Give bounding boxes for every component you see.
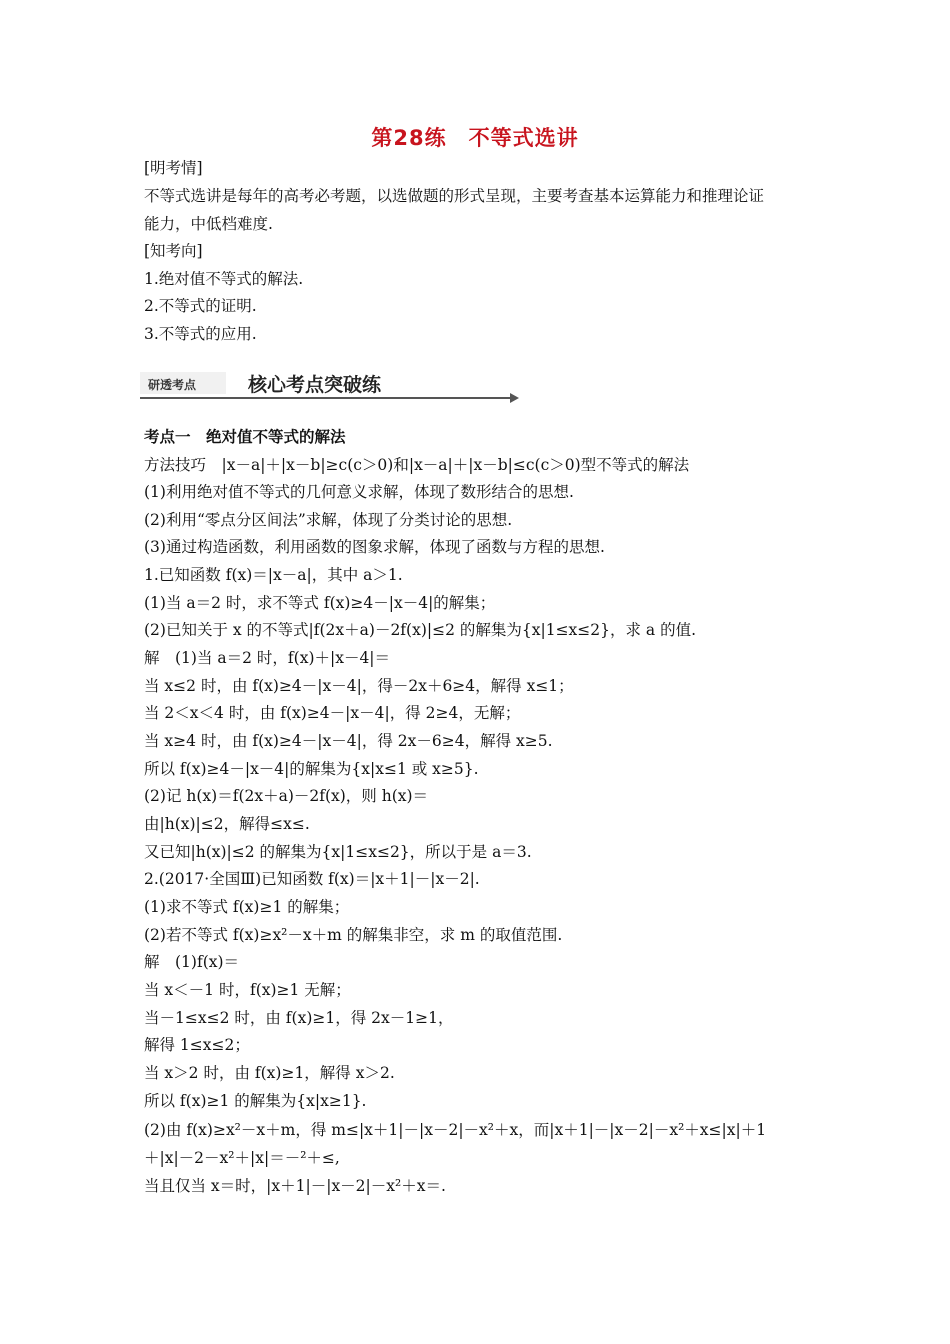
ming-label: [明考情] [144, 159, 203, 177]
page-title: 第28练 不等式选讲 [371, 126, 579, 150]
text-line: (1)利用绝对值不等式的几何意义求解，体现了数形结合的思想. [144, 483, 574, 501]
text-line: 当－1≤x≤2 时，由 f(x)≥1，得 2x－1≥1， [144, 1009, 454, 1027]
ming-text-1: 不等式选讲是每年的高考必考题，以选做题的形式呈现，主要考查基本运算能力和推理论证 [144, 187, 765, 205]
arrow-icon [510, 393, 519, 403]
zhi-item: 3.不等式的应用. [144, 325, 257, 343]
text-line: 又已知|h(x)|≤2 的解集为{x|1≤x≤2}，所以于是 a＝3. [144, 843, 532, 861]
ming-text-2: 能力，中低档难度. [144, 215, 273, 233]
text-line: (2)若不等式 f(x)≥x²－x＋m 的解集非空，求 m 的取值范围. [144, 926, 563, 944]
text-line: 所以 f(x)≥4－|x－4|的解集为{x|x≤1 或 x≥5}. [144, 760, 479, 778]
text-line: (1)求不等式 f(x)≥1 的解集； [144, 898, 350, 916]
text-line: 由|h(x)|≤2，解得≤x≤. [144, 815, 310, 833]
text-line: (3)通过构造函数，利用函数的图象求解，体现了函数与方程的思想. [144, 538, 605, 556]
text-line: 当 x≤2 时，由 f(x)≥4－|x－4|，得－2x＋6≥4，解得 x≤1； [144, 677, 574, 695]
text-line: (2)记 h(x)＝f(2x＋a)－2f(x)，则 h(x)＝ [144, 787, 429, 805]
section-heading: 考点一 绝对值不等式的解法 [144, 428, 346, 446]
text-line: 所以 f(x)≥1 的解集为{x|x≥1}. [144, 1092, 367, 1110]
text-line: (2)已知关于 x 的不等式|f(2x＋a)－2f(x)|≤2 的解集为{x|1≤x≤2}，求 a 的值. [144, 621, 697, 639]
banner-tag: 研透考点 [148, 378, 197, 392]
banner-rule [140, 397, 512, 399]
text-line: 当 2＜x＜4 时，由 f(x)≥4－|x－4|，得 2≥4，无解； [144, 704, 521, 722]
zhi-label: [知考向] [144, 242, 203, 260]
text-line: 当且仅当 x＝时，|x＋1|－|x－2|－x²＋x＝. [144, 1177, 446, 1195]
text-line: 当 x≥4 时，由 f(x)≥4－|x－4|，得 2x－6≥4，解得 x≥5. [144, 732, 553, 750]
text-line: 当 x＜－1 时，f(x)≥1 无解； [144, 981, 351, 999]
text-line: 1.已知函数 f(x)＝|x－a|，其中 a＞1. [144, 566, 403, 584]
banner-heading: 核心考点突破练 [248, 374, 382, 396]
text-line: 解 (1)当 a＝2 时，f(x)＋|x－4|＝ [144, 649, 391, 667]
text-line: (2)由 f(x)≥x²－x＋m，得 m≤|x＋1|－|x－2|－x²＋x，而|x＋1|－|x－2|－x²＋x≤|x|＋1 [144, 1121, 767, 1139]
text-line: 方法技巧 |x－a|＋|x－b|≥c(c＞0)和|x－a|＋|x－b|≤c(c＞0)型不等式的解法 [144, 456, 690, 474]
text-line: 2.(2017·全国Ⅲ)已知函数 f(x)＝|x＋1|－|x－2|. [144, 870, 480, 888]
text-line: 解 (1)f(x)＝ [144, 953, 240, 971]
text-line: 当 x＞2 时，由 f(x)≥1，解得 x＞2. [144, 1064, 395, 1082]
section-banner [140, 368, 525, 404]
zhi-item: 2.不等式的证明. [144, 297, 257, 315]
zhi-item: 1.绝对值不等式的解法. [144, 270, 304, 288]
text-line: ＋|x|－2－x²＋|x|＝－²＋≤, [144, 1149, 340, 1167]
text-line: (1)当 a＝2 时，求不等式 f(x)≥4－|x－4|的解集； [144, 594, 496, 612]
text-line: 解得 1≤x≤2； [144, 1036, 250, 1054]
text-line: (2)利用“零点分区间法”求解，体现了分类讨论的思想. [144, 511, 513, 529]
